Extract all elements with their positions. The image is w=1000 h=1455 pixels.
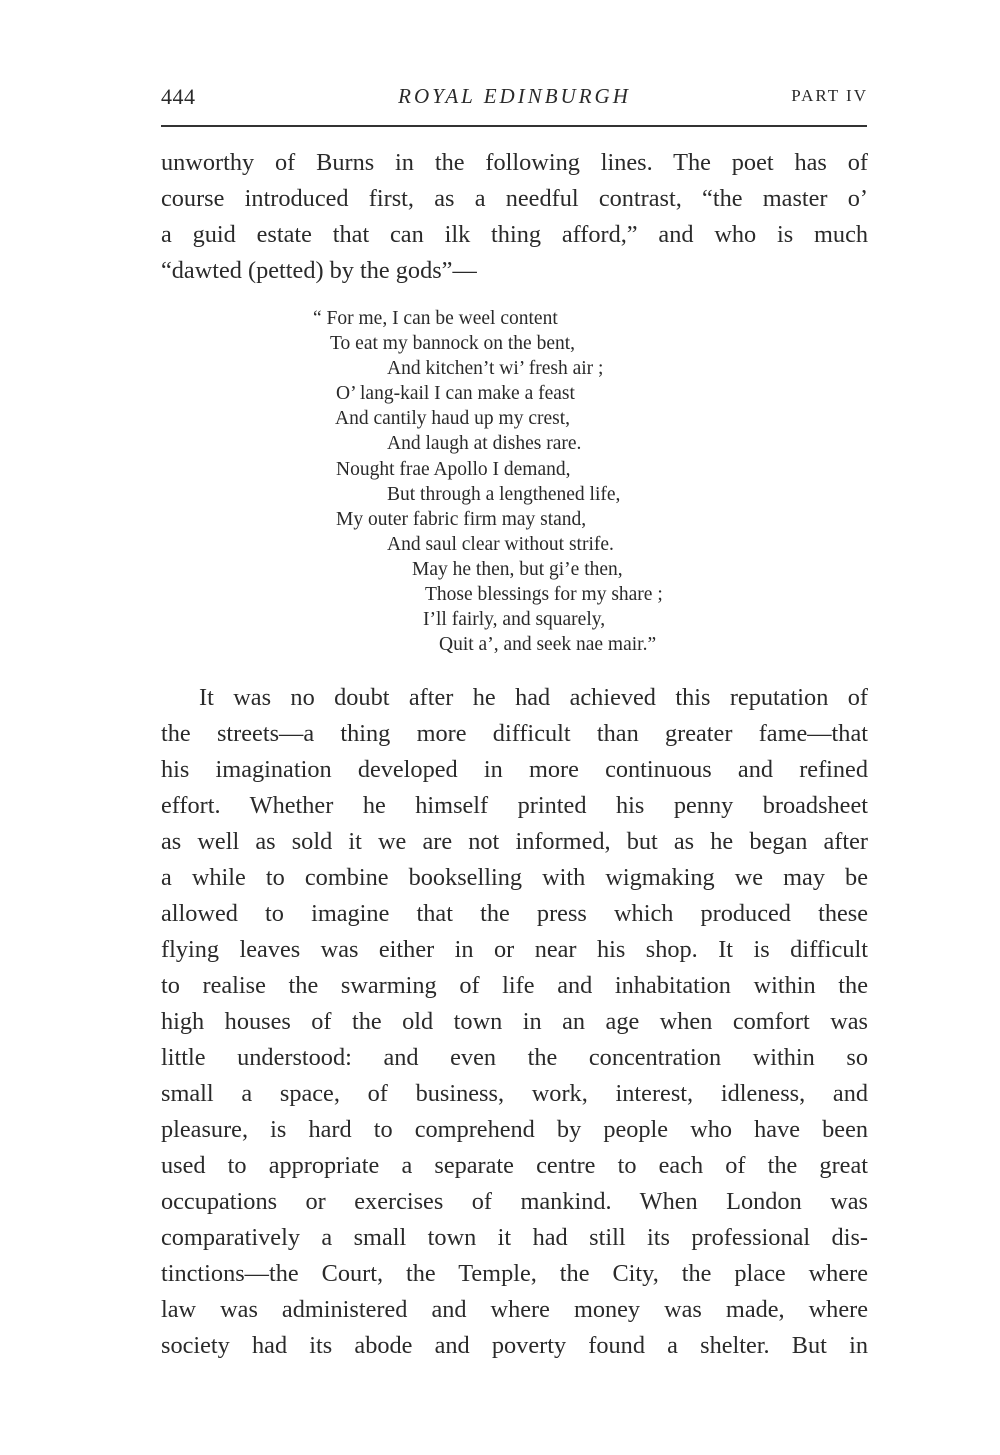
text-line: used to appropriate a separate centre to each of the great — [161, 1152, 868, 1179]
poem-line: And kitchen’t wi’ fresh air ; — [387, 358, 604, 380]
text-line: to realise the swarming of life and inhabitation within the — [161, 972, 868, 999]
poem-line: And cantily haud up my crest, — [335, 408, 571, 430]
poem-quotation — [313, 306, 663, 657]
poem-line: And laugh at dishes rare. — [387, 433, 582, 455]
paragraph-2 — [161, 680, 868, 1364]
poem-line: I’ll fairly, and squarely, — [423, 609, 606, 631]
poem-line: Nought frae Apollo I demand, — [336, 458, 571, 480]
text-line: occupations or exercises of mankind. When London was — [161, 1188, 868, 1215]
poem-line: Quit a’, and seek nae mair.” — [439, 634, 657, 656]
text-line: unworthy of Burns in the following lines. The poet has of — [161, 149, 868, 176]
text-line: the streets—a thing more difficult than greater fame—that — [161, 720, 868, 747]
text-line: effort. Whether he himself printed his penny broadsheet — [161, 792, 868, 819]
header-rule — [161, 125, 867, 127]
text-line: a guid estate that can ilk thing afford,” and who is much — [161, 221, 868, 248]
poem-line: “ For me, I can be weel content — [313, 308, 558, 329]
poem-line: But through a lengthened life, — [387, 483, 621, 505]
text-line: as well as sold it we are not informed, but as he began after — [161, 828, 868, 855]
text-line: his imagination developed in more continuous and refined — [161, 756, 868, 783]
part-label: PART IV — [791, 86, 868, 105]
text-line: “dawted (petted) by the gods”— — [161, 257, 477, 284]
text-line: society had its abode and poverty found a shelter. But in — [161, 1332, 868, 1359]
text-line: flying leaves was either in or near his shop. It is difficult — [161, 936, 868, 963]
text-line: It was no doubt after he had achieved this reputation of — [199, 684, 868, 711]
text-line: a while to combine bookselling with wigmaking we may be — [161, 864, 868, 891]
text-line: little understood: and even the concentration within so — [161, 1044, 868, 1071]
text-line: pleasure, is hard to comprehend by people who have been — [161, 1116, 868, 1143]
text-line: small a space, of business, work, interest, idleness, and — [161, 1080, 868, 1107]
page-number: 444 — [161, 84, 196, 109]
poem-line: My outer fabric firm may stand, — [336, 508, 587, 530]
text-line: comparatively a small town it had still its professional dis- — [161, 1224, 868, 1251]
poem-line: Those blessings for my share ; — [425, 584, 663, 606]
poem-line: To eat my bannock on the bent, — [330, 333, 576, 355]
poem-line: And saul clear without strife. — [387, 533, 614, 555]
running-header — [161, 84, 868, 114]
text-line: allowed to imagine that the press which produced these — [161, 900, 868, 927]
poem-line: O’ lang-kail I can make a feast — [336, 383, 575, 405]
text-line: tinctions—the Court, the Temple, the City, the place where — [161, 1260, 868, 1287]
text-line: high houses of the old town in an age when comfort was — [161, 1008, 868, 1035]
running-title: ROYAL EDINBURGH — [398, 84, 631, 108]
text-line: law was administered and where money was made, where — [161, 1296, 868, 1323]
poem-line: May he then, but gi’e then, — [412, 558, 623, 580]
text-line: course introduced first, as a needful contrast, “the master o’ — [161, 185, 868, 212]
paragraph-1 — [161, 145, 868, 289]
